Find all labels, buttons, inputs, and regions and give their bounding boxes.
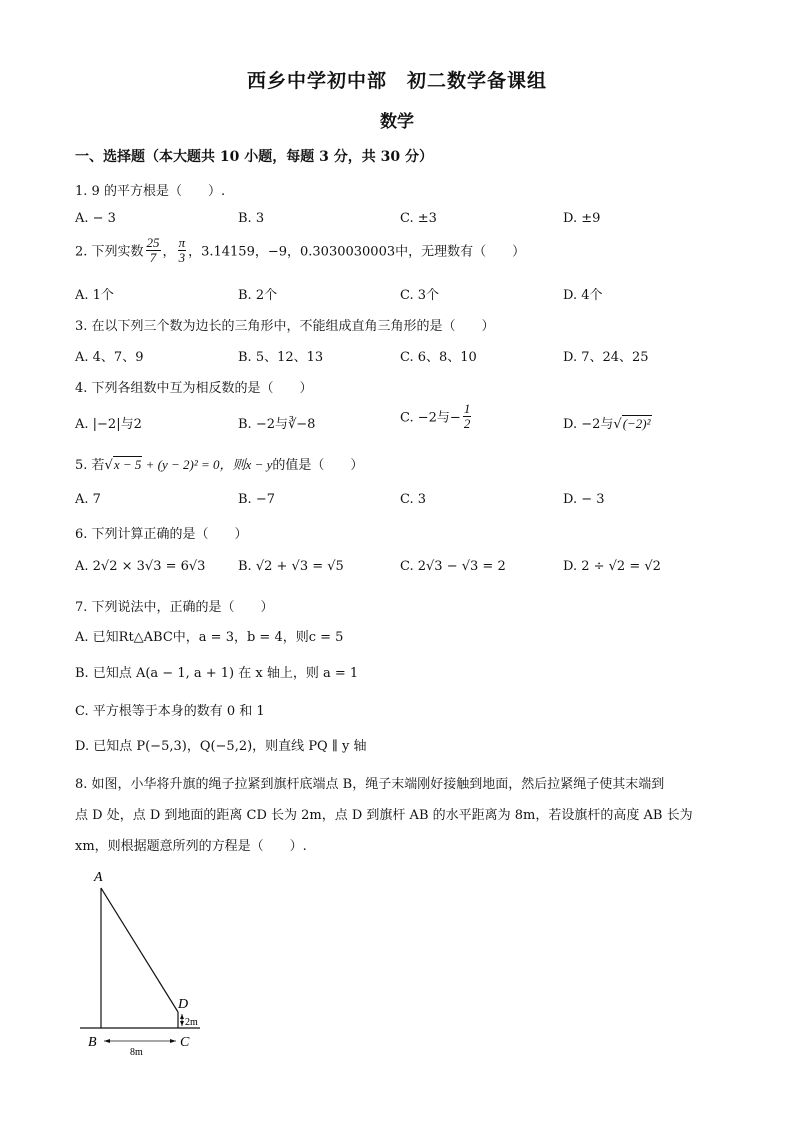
sqrt-icon: √ (613, 417, 622, 432)
question-6-option-d: D. 2 ÷ √2 = √2 (563, 559, 661, 574)
question-4-option-b: B. −2与∛−8 (238, 417, 316, 432)
section-heading: 一、选择题（本大题共 10 小题，每题 3 分，共 30 分） (75, 149, 433, 165)
question-6-option-a: A. 2√2 × 3√3 = 6√3 (75, 559, 206, 574)
fraction-pi-3: $\frac{\pi}{3}$ (178, 235, 186, 265)
label-bc-length: 8m (130, 1047, 143, 1058)
question-2-option-a: A. 1个 (75, 288, 114, 303)
label-b: B (88, 1035, 97, 1050)
fraction-1-2: $\frac{1}{2}$ (463, 401, 471, 431)
question-3-option-c: C. 6、8、10 (400, 350, 477, 365)
question-8-line-3: xm，则根据题意所列的方程是（ ）. (75, 839, 307, 854)
question-6-option-b: B. √2 + √3 = √5 (238, 559, 344, 574)
question-5-option-a: A. 7 (75, 492, 101, 507)
label-a: A (94, 870, 103, 885)
question-2-option-d: D. 4个 (563, 288, 603, 303)
fraction-25-7: $\frac{25}{7}$ (146, 235, 160, 265)
question-7-option-d: D. 已知点 P(−5,3)，Q(−5,2)，则直线 PQ ∥ y 轴 (75, 739, 367, 754)
question-7-option-b: B. 已知点 A(a − 1, a + 1) 在 x 轴上，则 a = 1 (75, 666, 359, 681)
question-5-stem: 5. 若√x − 5 + (y − 2)² = 0，则x − y的值是（ ） (75, 457, 364, 473)
question-5-option-c: C. 3 (400, 492, 427, 507)
question-4-option-c: C. −2与− $\frac{1}{2}$ (400, 401, 471, 431)
question-3-stem: 3. 在以下列三个数为边长的三角形中，不能组成直角三角形的是（ ） (75, 319, 495, 334)
question-3-option-d: D. 7、24、25 (563, 350, 649, 365)
label-d: D (178, 997, 189, 1012)
question-7-option-a: A. 已知Rt△ABC中，a = 3，b = 4，则c = 5 (75, 630, 344, 645)
question-3-option-b: B. 5、12、13 (238, 350, 324, 365)
question-1-option-b: B. 3 (238, 211, 265, 226)
page-title: 西乡中学初中部 初二数学备课组 (246, 70, 547, 92)
question-2-option-c: C. 3个 (400, 288, 440, 303)
label-c: C (180, 1035, 190, 1050)
page-subtitle: 数学 (380, 112, 414, 132)
question-4-option-d: D. −2与√(−2)² (563, 416, 651, 432)
rope-ad (101, 888, 178, 1012)
question-6-stem: 6. 下列计算正确的是（ ） (75, 527, 248, 542)
question-1-stem: 1. 9 的平方根是（ ）. (75, 184, 226, 199)
label-cd-length: 2m (185, 1017, 198, 1028)
question-5-option-b: B. −7 (238, 492, 275, 507)
question-5-option-d: D. − 3 (563, 492, 605, 507)
sqrt-icon: √ (104, 458, 113, 473)
question-8-line-1: 8. 如图，小华将升旗的绳子拉紧到旗杆底端点 B，绳子末端刚好接触到地面，然后拉紧绳子使其末端到 (75, 777, 665, 792)
question-7-stem: 7. 下列说法中，正确的是（ ） (75, 600, 274, 615)
question-7-option-c: C. 平方根等于本身的数有 0 和 1 (75, 704, 265, 719)
question-1-option-a: A. − 3 (75, 211, 116, 226)
question-3-option-a: A. 4、7、9 (75, 350, 144, 365)
question-1-option-c: C. ±3 (400, 211, 437, 226)
question-8-line-2: 点 D 处，点 D 到地面的距离 CD 长为 2m，点 D 到旗杆 AB 的水平距离为 8m，若设旗杆的高度 AB 长为 (75, 808, 693, 823)
question-4-stem: 4. 下列各组数中互为相反数的是（ ） (75, 381, 313, 396)
question-1-option-d: D. ±9 (563, 211, 601, 226)
question-4-option-a: A. |−2|与2 (75, 417, 142, 432)
question-2-stem: 2. 下列实数 $\frac{25}{7}$ ， $\frac{\pi}{3}$ ，3.14159，−9，0.3030030003中，无理数有（ ） (75, 235, 526, 265)
question-2-rest: ，3.14159，−9，0.3030030003中，无理数有（ ） (188, 244, 526, 260)
question-6-option-c: C. 2√3 − √3 = 2 (400, 559, 506, 574)
question-2-option-b: B. 2个 (238, 288, 278, 303)
flagpole-diagram (78, 862, 228, 1062)
question-2-prefix: 2. 下列实数 (75, 244, 144, 260)
